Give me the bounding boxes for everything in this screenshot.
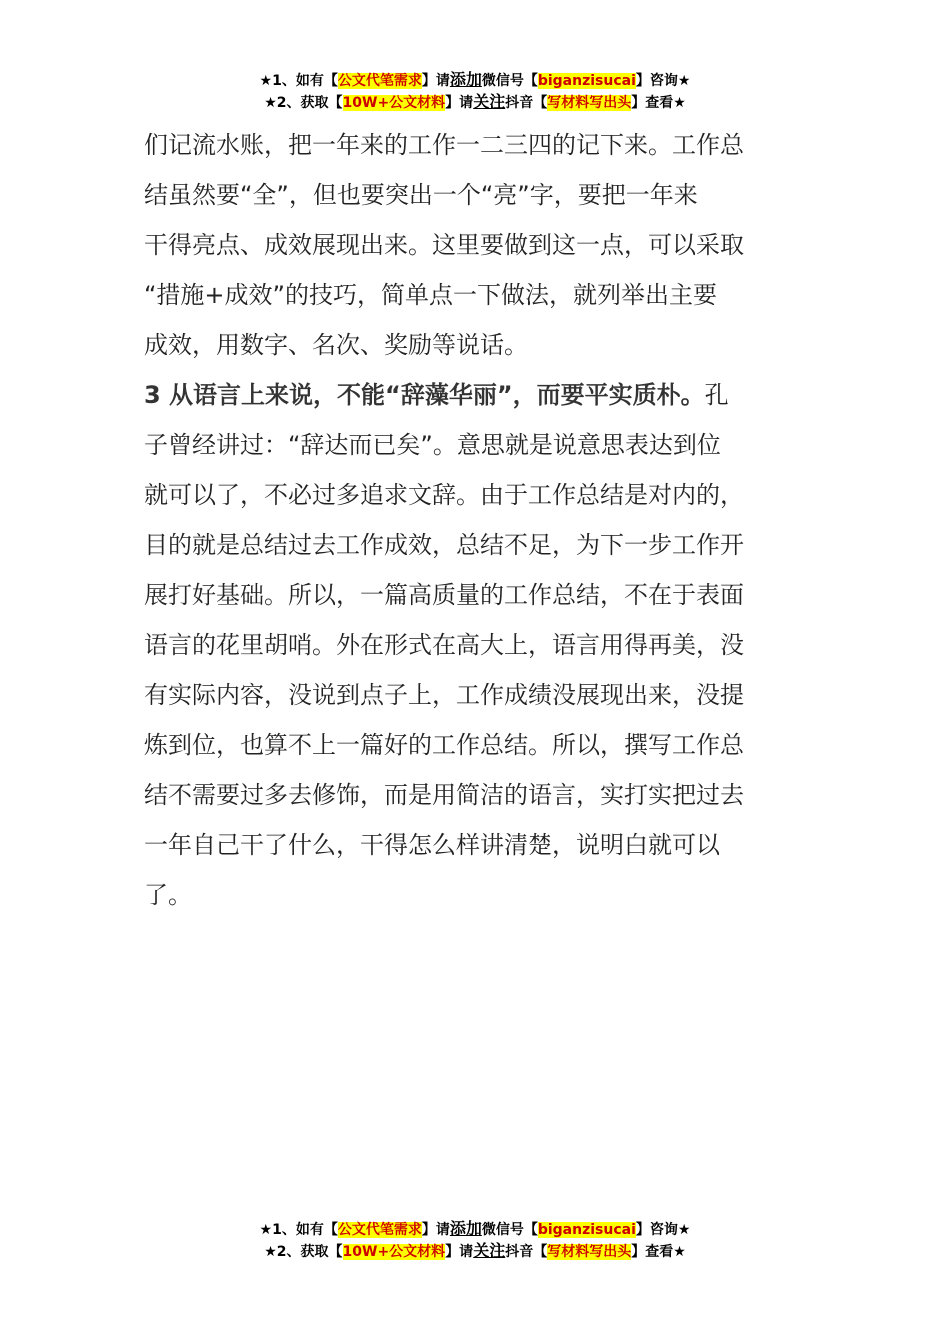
banner-emphasis: 添加 (449, 1219, 482, 1238)
body-line: 炼到位，也算不上一篇好的工作总结。所以，撰写工作总 (144, 731, 744, 759)
banner-text: 】咨询★ (635, 73, 691, 89)
banner-text: 微信号【 (481, 1222, 538, 1238)
body-line: 一年自己干了什么，干得怎么样讲清楚，说明白就可以 (144, 831, 720, 859)
banner-text: ★1、如有【 (259, 73, 338, 89)
body-line: 结不需要过多去修饰，而是用简洁的语言，实打实把过去 (144, 781, 744, 809)
body-line: 们记流水账，把一年来的工作一二三四的记下来。工作总 (144, 131, 744, 159)
banner-highlight-douyin: 写材料写出头 (547, 95, 632, 111)
footer-banner (0, 1218, 950, 1262)
banner-text: 微信号【 (481, 73, 538, 89)
body-line: 成效，用数字、名次、奖励等说话。 (144, 331, 528, 359)
banner-highlight-materials: 10W+公文材料 (342, 95, 446, 111)
banner-emphasis: 关注 (473, 1241, 506, 1260)
banner-emphasis: 关注 (473, 92, 506, 111)
banner-highlight-douyin: 写材料写出头 (547, 1244, 632, 1260)
banner-text: 】请 (445, 95, 474, 111)
banner-text: 】查看★ (631, 1244, 686, 1260)
banner-highlight-service: 公文代笔需求 (337, 73, 422, 89)
banner-line-2 (0, 1240, 950, 1262)
banner-line-2 (0, 91, 950, 113)
body-line: “措施+成效”的技巧，简单点一下做法，就列举出主要 (144, 281, 717, 309)
body-line: 子曾经讲过：“辞达而已矣”。意思就是说意思表达到位 (144, 431, 721, 459)
banner-highlight-wechat-id: biganzisucai (537, 73, 636, 89)
banner-text: 】请 (421, 1222, 450, 1238)
banner-text: 抖音【 (505, 1244, 548, 1260)
banner-line-1 (0, 1218, 950, 1240)
banner-emphasis: 添加 (449, 70, 482, 89)
body-line: 目的就是总结过去工作成效，总结不足，为下一步工作开 (144, 531, 744, 559)
banner-text: ★2、获取【 (264, 95, 343, 111)
banner-text: 】咨询★ (635, 1222, 691, 1238)
banner-highlight-wechat-id: biganzisucai (537, 1222, 636, 1238)
banner-line-1 (0, 69, 950, 91)
section-heading-line (144, 370, 810, 420)
banner-text: 】查看★ (631, 95, 686, 111)
banner-highlight-materials: 10W+公文材料 (342, 1244, 446, 1260)
banner-text: ★2、获取【 (264, 1244, 343, 1260)
banner-highlight-service: 公文代笔需求 (337, 1222, 422, 1238)
body-line: 语言的花里胡哨。外在形式在高大上，语言用得再美，没 (144, 631, 744, 659)
document-body (144, 120, 810, 920)
body-line: 了。 (144, 881, 192, 909)
body-text: 孔 (704, 381, 729, 409)
banner-text: ★1、如有【 (259, 1222, 338, 1238)
banner-text: 】请 (421, 73, 450, 89)
body-line: 展打好基础。所以，一篇高质量的工作总结，不在于表面 (144, 581, 744, 609)
banner-text: 抖音【 (505, 95, 548, 111)
banner-text: 】请 (445, 1244, 474, 1260)
body-line: 就可以了，不必过多追求文辞。由于工作总结是对内的， (144, 481, 744, 509)
body-line: 干得亮点、成效展现出来。这里要做到这一点，可以采取 (144, 231, 744, 259)
body-line: 结虽然要“全”，但也要突出一个“亮”字，要把一年来 (144, 181, 698, 209)
section-heading: 3 从语言上来说，不能“辞藻华丽”，而要平实质朴。 (144, 381, 705, 409)
body-line: 有实际内容，没说到点子上，工作成绩没展现出来，没提 (144, 681, 744, 709)
header-banner (0, 69, 950, 113)
